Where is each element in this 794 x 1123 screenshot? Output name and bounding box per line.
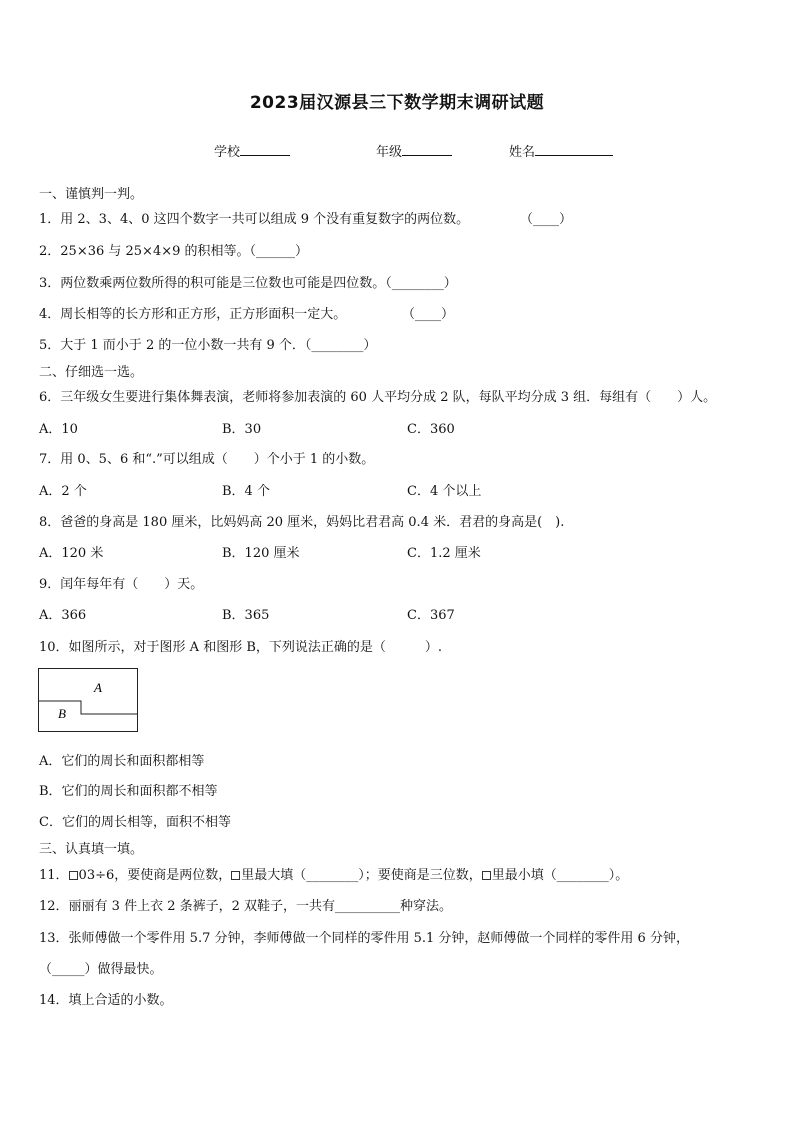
page-title: 2023届汉源县三下数学期末调研试题 [249, 93, 545, 113]
question-9-option-a: A．366 [39, 608, 87, 623]
question-2: 2．25×36 与 25×4×9 的积相等。（______） [39, 244, 309, 259]
question-1: 1．用 2、3、4、0 这四个数字一共可以组成 9 个没有重复数字的两位数。 [39, 212, 470, 227]
section-2-heading: 二、仔细选一选。 [39, 365, 144, 380]
blank-square-icon [482, 871, 491, 880]
question-13-line-1: 13．张师傅做一个零件用 5.7 分钟，李师傅做一个同样的零件用 5.1 分钟，赵师傅做一个同样的零件用 6 分钟， [39, 931, 689, 946]
question-9: 9．闰年每年有（ ）天。 [39, 577, 204, 592]
question-10-option-b: B．它们的周长和面积都不相等 [39, 784, 218, 799]
figure-outer-rect [39, 669, 138, 732]
question-6-option-b: B．30 [222, 422, 262, 437]
question-4: 4．周长相等的长方形和正方形，正方形面积一定大。 [39, 307, 347, 322]
question-8-option-c: C．1.2 厘米 [407, 546, 481, 561]
question-10-option-c: C．它们的周长相等，面积不相等 [39, 815, 231, 830]
question-8-option-b: B．120 厘米 [222, 546, 300, 561]
blank-square-icon [69, 871, 78, 880]
question-10-option-a: A．它们的周长和面积都相等 [39, 754, 205, 769]
question-12: 12．丽丽有 3 件上衣 2 条裤子，2 双鞋子，一共有__________种穿法。 [39, 899, 453, 914]
question-10: 10．如图所示，对于图形 A 和图形 B，下列说法正确的是（ ）. [39, 640, 443, 655]
grade-blank [402, 142, 452, 156]
question-7-option-c: C．4 个以上 [407, 484, 482, 499]
question-6: 6．三年级女生要进行集体舞表演，老师将参加表演的 60 人平均分成 2 队，每队平均分成 3 组．每组有（ ）人。 [39, 390, 717, 405]
figure-label-b: B [58, 706, 66, 721]
question-11 [39, 864, 628, 883]
question-11-text-c: 里最小填（________）。 [491, 868, 629, 883]
school-blank [240, 142, 290, 156]
question-8-option-a: A．120 米 [39, 546, 104, 561]
name-blank [535, 142, 613, 156]
name-field [509, 141, 613, 160]
question-4-answer-paren: （____） [402, 307, 455, 322]
shape-figure-a-b [38, 668, 138, 732]
section-3-heading: 三、认真填一填。 [39, 842, 144, 857]
question-9-option-b: B．365 [222, 608, 270, 623]
question-14: 14．填上合适的小数。 [39, 993, 173, 1008]
question-7-option-b: B．4 个 [222, 484, 270, 499]
figure-drawing [38, 668, 138, 732]
question-11-text-a: ，要使商是两位数， [114, 868, 232, 883]
question-6-option-c: C．360 [407, 422, 455, 437]
school-label: 学校 [214, 145, 241, 160]
question-11-expression: 03÷6 [78, 868, 115, 883]
figure-divider-line [39, 701, 138, 714]
question-3: 3．两位数乘两位数所得的积可能是三位数也可能是四位数。（________） [39, 276, 457, 291]
question-1-answer-paren: （____） [520, 212, 573, 227]
question-13-line-2: （_____）做得最快。 [39, 962, 163, 977]
question-7: 7．用 0、5、6 和“.”可以组成（ ）个小于 1 的小数。 [39, 452, 375, 467]
section-1-heading: 一、谨慎判一判。 [39, 187, 144, 202]
figure-label-a: A [94, 680, 102, 695]
school-field [214, 141, 290, 160]
question-9-option-c: C．367 [407, 608, 455, 623]
question-8: 8．爸爸的身高是 180 厘米，比妈妈高 20 厘米，妈妈比君君高 0.4 米．君君的身高是( ). [39, 515, 565, 530]
blank-square-icon [231, 871, 240, 880]
grade-field [376, 141, 452, 160]
grade-label: 年级 [376, 145, 403, 160]
question-11-number: 11． [39, 868, 69, 883]
name-label: 姓名 [509, 145, 536, 160]
question-7-option-a: A．2 个 [39, 484, 87, 499]
question-11-text-b: 里最大填（________）；要使商是三位数， [241, 868, 482, 883]
question-6-option-a: A．10 [39, 422, 78, 437]
question-5: 5．大于 1 而小于 2 的一位小数一共有 9 个．（________） [39, 338, 377, 353]
